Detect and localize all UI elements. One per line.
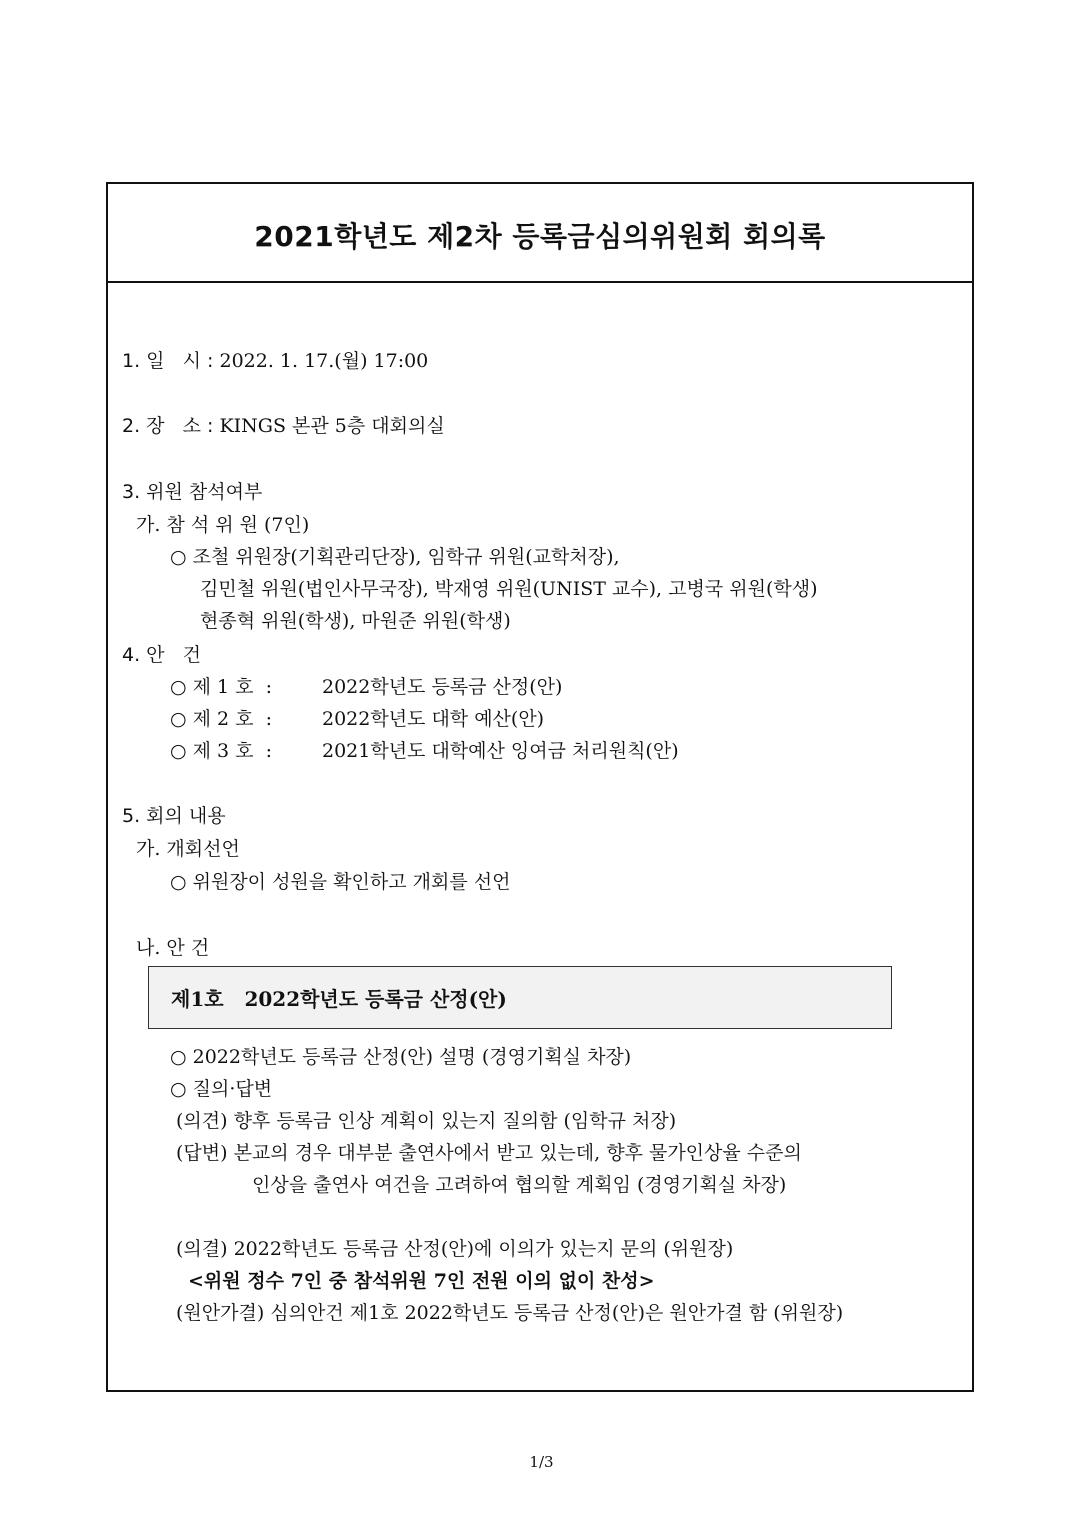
opinion-line: (의견) 향후 등록금 인상 계획이 있는지 질의함 (임학규 처장) (176, 1110, 677, 1132)
agenda-item-3 (170, 736, 679, 763)
opening-sub: 가. 개회선언 (136, 838, 240, 860)
resolution-line: (의결) 2022학년도 등록금 산정(안)에 이의가 있는지 문의 (위원장) (176, 1238, 734, 1260)
page-number: 1/3 (529, 1453, 554, 1471)
agenda-box-title: 제1호 2022학년도 등록금 산정(안) (171, 987, 507, 1011)
attendance-heading: 3. 위원 참석여부 (122, 481, 263, 503)
agenda-heading: 4. 안 건 (122, 644, 201, 666)
agenda-item-no: ○ 제 3 호 : (170, 740, 272, 762)
agenda-item-text: 2022학년도 대학 예산(안) (322, 708, 545, 730)
opening-line: ○ 위원장이 성원을 확인하고 개회를 선언 (170, 871, 511, 893)
answer-line-2: 인상을 출연사 여건을 고려하여 협의할 계획임 (경영기획실 차장) (252, 1174, 787, 1196)
attendance-sub: 가. 참 석 위 원 (7인) (136, 514, 310, 536)
agenda-item-text: 2022학년도 등록금 산정(안) (322, 676, 563, 698)
agenda-item-2 (170, 704, 544, 731)
vote-result-line: <위원 정수 7인 중 참석위원 7인 전원 이의 없이 찬성> (188, 1270, 655, 1292)
minutes-frame (106, 182, 974, 1392)
proceedings-heading: 5. 회의 내용 (122, 805, 226, 827)
agenda-item-1 (170, 672, 562, 699)
qa-line: ○ 질의·답변 (170, 1078, 273, 1100)
agenda-sub: 나. 안 건 (136, 937, 210, 959)
agenda-item-no: ○ 제 1 호 : (170, 676, 272, 698)
passed-line: (원안가결) 심의안건 제1호 2022학년도 등록금 산정(안)은 원안가결 함 (위원장) (176, 1302, 844, 1324)
document-title: 2021학년도 제2차 등록금심의위원회 회의록 (254, 219, 826, 253)
attendance-line-3: 현종혁 위원(학생), 마원준 위원(학생) (200, 610, 511, 632)
agenda-item-no: ○ 제 2 호 : (170, 708, 272, 730)
explain-line: ○ 2022학년도 등록금 산정(안) 설명 (경영기획실 차장) (170, 1046, 632, 1068)
place-value: KINGS 본관 5층 대회의실 (219, 415, 445, 437)
place-label: 2. 장 소 : (122, 415, 214, 437)
place-row (122, 411, 445, 438)
title-box (108, 184, 972, 283)
answer-line-1: (답변) 본교의 경우 대부분 출연사에서 받고 있는데, 향후 물가인상율 수준의 (176, 1142, 802, 1164)
attendance-line-2: 김민철 위원(법인사무국장), 박재영 위원(UNIST 교수), 고병국 위원(학생) (200, 578, 818, 600)
date-value: 2022. 1. 17.(월) 17:00 (219, 350, 429, 372)
attendance-line-1: ○ 조철 위원장(기획관리단장), 임학규 위원(교학처장), (170, 546, 620, 568)
date-row (122, 346, 428, 373)
date-label: 1. 일 시 : (122, 350, 214, 372)
agenda-box (148, 966, 892, 1029)
agenda-item-text: 2021학년도 대학예산 잉여금 처리원칙(안) (322, 740, 679, 762)
